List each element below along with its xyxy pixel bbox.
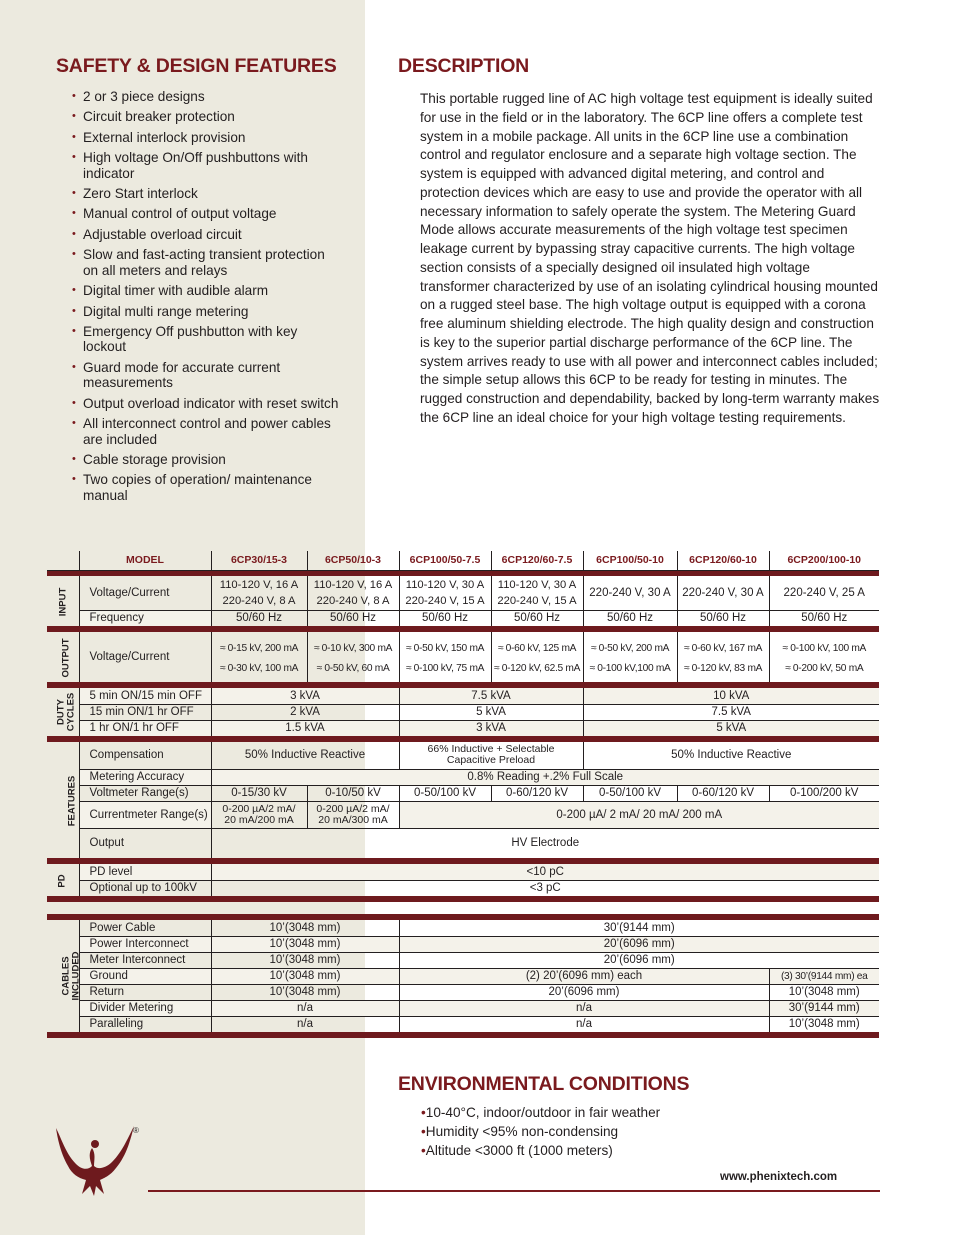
list-item: • External interlock provision [72, 130, 342, 146]
list-item: • High voltage On/Off pushbuttons with indicator [72, 150, 342, 181]
model-name: 6CP30/15-3 [211, 551, 307, 570]
table-header-row [47, 551, 879, 570]
group-label: INPUT [56, 587, 68, 617]
table-row: 15 min ON/1 hr OFF 2 kVA 5 kVA 7.5 kVA [47, 704, 879, 720]
model-label: MODEL [79, 551, 211, 570]
model-name: 6CP50/10-3 [307, 551, 399, 570]
table-row: Metering Accuracy 0.8% Reading +.2% Full Scale [47, 769, 879, 785]
description-text: This portable rugged line of AC high voltage test equipment is ideally suited for use in the field or in the laboratory. The 6CP line offers a complete test system in a mobile package. All units in the 6CP line use a combination control and regulator enclosure and a separate high voltage section. The system is equipped with advanced digital metering, and control and protection devices which are easy to use and provide the operator with all necessary information to safely operate the system. The Metering Guard Mode allows accurate measurements of the high voltage test specimen leakage current by bypassing stray capacitive currents. The high voltage section consists of a specially designed oil insulated high voltage transformer characterized by use of an isolating cylindrical housing mounted on a rugged steel base. The high voltage output is equipped with a corona free aluminum shielding electrode. The high quality design and construction is key to the superior partial discharge performance of the 6CP line. The system arrives ready to use with all power and interconnect cables included; the simple setup allows this 6CP to be ready for testing in minutes. The rugged construction and dependability, backed by long-term warranty makes the 6CP line an ideal choice for your high voltage testing requirements. [420, 91, 880, 425]
list-item: • Output overload indicator with reset switch [72, 396, 342, 412]
phoenix-logo-icon [52, 1120, 138, 1196]
table-row: Ground 10’(3048 mm) (2) 20’(6096 mm) each (3) 30’(9144 mm) ea [47, 968, 879, 984]
footer-divider [148, 1190, 880, 1192]
website-url[interactable]: www.phenixtech.com [720, 1171, 838, 1183]
table-row: Power Interconnect 10’(3048 mm) 20’(6096 mm) [47, 936, 879, 952]
description-heading: DESCRIPTION [398, 55, 530, 77]
section-divider [47, 1032, 879, 1038]
table-row: DUTY CYCLES 5 min ON/15 min OFF 3 kVA 7.5 kVA 10 kVA [47, 688, 879, 704]
group-label: DUTY CYCLES [55, 692, 77, 732]
list-item: • Zero Start interlock [72, 186, 342, 202]
table-row: Optional up to 100kV <3 pC [47, 880, 879, 896]
list-item: • Cable storage provision [72, 452, 342, 468]
list-item: • 2 or 3 piece designs [72, 89, 342, 105]
safety-heading: SAFETY & DESIGN FEATURES [56, 55, 337, 77]
list-item: • Slow and fast-acting transient protection on all meters and relays [72, 247, 342, 278]
list-item: • Guard mode for accurate current measurements [72, 360, 342, 391]
model-name: 6CP100/50-10 [583, 551, 677, 570]
list-item: • Adjustable overload circuit [72, 227, 342, 243]
table-row: Voltmeter Range(s) 0-15/30 kV 0-10/50 kV 0-50/100 kV 0-60/120 kV 0-50/100 kV 0-60/120 kV 0-100/200 kV [47, 785, 879, 801]
list-item: • Digital multi range metering [72, 304, 342, 320]
table-row: PD PD level <10 pC [47, 864, 879, 880]
list-item: • Altitude <3000 ft (1000 meters) [421, 1141, 660, 1160]
safety-feature-list [72, 89, 342, 508]
group-label: PD [56, 874, 68, 888]
group-label: OUTPUT [60, 638, 72, 678]
table-row: Output HV Electrode [47, 828, 879, 858]
list-item: • Emergency Off pushbutton with key lockout [72, 324, 342, 355]
list-item: • Two copies of operation/ maintenance manual [72, 472, 342, 503]
group-label: CABLES INCLUDED [60, 951, 82, 1001]
table-row: Paralleling n/a n/a 10’(3048 mm) [47, 1016, 879, 1032]
environment-list [421, 1103, 660, 1160]
table-row: FEATURES Compensation 50% Inductive Reactive 66% Inductive + Selectable Capacitive Preload 50% Inductive Reactive [47, 742, 879, 769]
table-row: Meter Interconnect 10’(3048 mm) 20’(6096 mm) [47, 952, 879, 968]
model-name: 6CP100/50-7.5 [399, 551, 491, 570]
list-item: • 10-40°C, indoor/outdoor in fair weather [421, 1103, 660, 1122]
table-row: Frequency 50/60 Hz 50/60 Hz 50/60 Hz 50/60 Hz 50/60 Hz 50/60 Hz 50/60 Hz [47, 610, 879, 626]
list-item: • Circuit breaker protection [72, 109, 342, 125]
table-row: Divider Metering n/a n/a 30’(9144 mm) [47, 1000, 879, 1016]
table-row: Return 10’(3048 mm) 20’(6096 mm) 10’(3048 mm) [47, 984, 879, 1000]
table-row: INPUT Voltage/Current 110-120 V, 16 A 220-240 V, 8 A 110-120 V, 16 A 220-240 V, 8 A 110-120 V, 30 A 220-240 V, 15 A 110-120 V, 30 A 220-240 V, 15 A 220-240 V, 30 A 220-240 V, 30 A 220-240 V, 25 A [47, 576, 879, 610]
specifications-table [47, 551, 879, 1038]
table-row: CABLES INCLUDED Power Cable 10’(3048 mm) 30’(9144 mm) [47, 920, 879, 936]
list-item: • Manual control of output voltage [72, 206, 342, 222]
model-name: 6CP200/100-10 [769, 551, 879, 570]
table-row: 1 hr ON/1 hr OFF 1.5 kVA 3 kVA 5 kVA [47, 720, 879, 736]
list-item: • Digital timer with audible alarm [72, 283, 342, 299]
model-name: 6CP120/60-7.5 [491, 551, 583, 570]
registered-mark: ® [133, 1126, 139, 1135]
environmental-heading: ENVIRONMENTAL CONDITIONS [398, 1073, 690, 1095]
list-item: • Humidity <95% non-condensing [421, 1122, 660, 1141]
group-label: FEATURES [66, 775, 78, 827]
model-name: 6CP120/60-10 [677, 551, 769, 570]
table-row: Currentmeter Range(s) 0-200 µA/2 mA/ 20 mA/200 mA 0-200 µA/2 mA/ 20 mA/300 mA 0-200 µA/ 2 mA/ 20 mA/ 200 mA [47, 801, 879, 828]
list-item: • All interconnect control and power cables are included [72, 416, 342, 447]
table-row: OUTPUT Voltage/Current ≈ 0-15 kV, 200 mA ≈ 0-30 kV, 100 mA ≈ 0-10 kV, 300 mA ≈ 0-50 kV, 60 mA ≈ 0-50 kV, 150 mA ≈ 0-100 kV, 75 mA ≈ 0-60 kV, 125 mA ≈ 0-120 kV, 62.5 mA ≈ 0-50 kV, 200 mA ≈ 0-100 kV,100 mA ≈ 0-60 kV, 167 mA ≈ 0-120 kV, 83 mA ≈ 0-100 kV, 100 mA ≈ 0-200 kV, 50 mA [47, 632, 879, 682]
